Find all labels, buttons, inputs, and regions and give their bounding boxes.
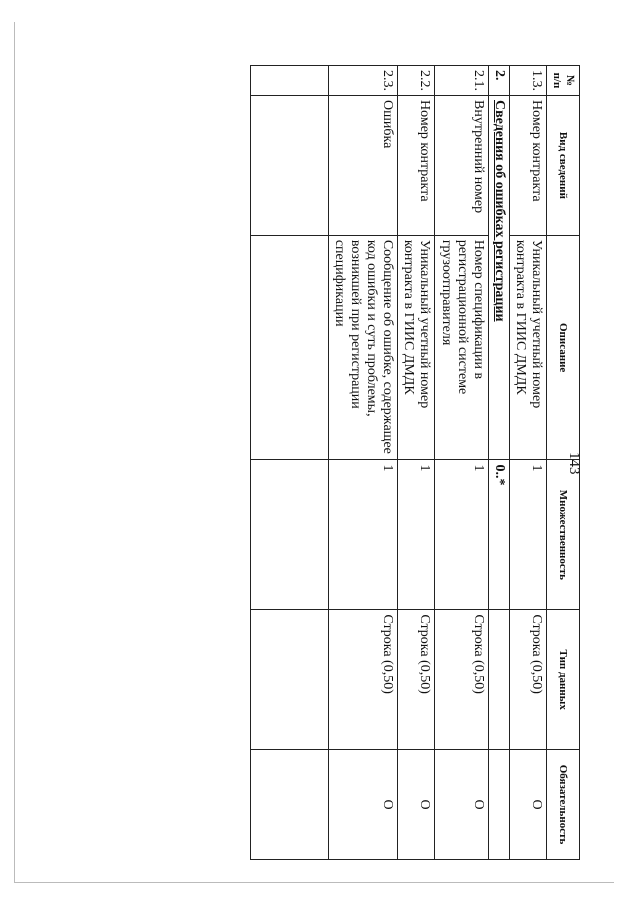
data-table — [250, 65, 580, 860]
cell-req — [250, 750, 328, 860]
cell-desc: Номер спецификации в регистрационной системе грузоотправителя — [435, 235, 488, 460]
cell-type — [488, 610, 509, 750]
cell-num: 2.3. — [328, 66, 397, 96]
header-type: Тип данных — [547, 610, 580, 750]
header-desc: Описание — [547, 235, 580, 460]
cell-num: 1.3. — [509, 66, 546, 96]
cell-desc: Сообщение об ошибке, содержащее код ошибки и суть проблемы, возникшей при регистрации спецификации — [328, 235, 397, 460]
page-number: 143 — [566, 452, 582, 475]
table-row — [509, 66, 546, 860]
cell-req: О — [509, 750, 546, 860]
cell-desc — [250, 235, 328, 460]
cell-kind: Ошибка — [328, 96, 397, 236]
header-req: Обязательность — [547, 750, 580, 860]
cell-kind — [250, 96, 328, 236]
header-mult: Множественность — [547, 460, 580, 610]
table-section-row — [488, 66, 509, 860]
cell-desc: Уникальный учетный номер контракта в ГИИС ДМДК — [398, 235, 435, 460]
cell-req: О — [398, 750, 435, 860]
rotated-table — [325, 65, 580, 860]
cell-num: 2. — [488, 66, 509, 96]
table-header-row — [547, 66, 580, 860]
table-row — [398, 66, 435, 860]
section-title-text: Сведения об ошибках регистрации — [491, 100, 507, 322]
cell-type — [250, 610, 328, 750]
cell-kind: Номер контракта — [398, 96, 435, 236]
table-row — [435, 66, 488, 860]
cell-req: О — [435, 750, 488, 860]
cell-mult — [250, 460, 328, 610]
cell-type: Строка (0,50) — [398, 610, 435, 750]
header-kind: Вид сведений — [547, 96, 580, 236]
cell-kind: Внутренний номер — [435, 96, 488, 236]
cell-mult: 1 — [435, 460, 488, 610]
cell-mult: 0..* — [488, 460, 509, 610]
cell-kind: Номер контракта — [509, 96, 546, 236]
cell-num: 2.2. — [398, 66, 435, 96]
cell-req: О — [328, 750, 397, 860]
cell-mult: 1 — [398, 460, 435, 610]
cell-type: Строка (0,50) — [435, 610, 488, 750]
cell-num: 2.1. — [435, 66, 488, 96]
cell-desc: Уникальный учетный номер контракта в ГИИС ДМДК — [509, 235, 546, 460]
cell-type: Строка (0,50) — [328, 610, 397, 750]
cell-section-title — [488, 96, 509, 460]
table-row — [328, 66, 397, 860]
header-num: № п/п — [547, 66, 580, 96]
cell-type: Строка (0,50) — [509, 610, 546, 750]
table-row-empty — [250, 66, 328, 860]
cell-num — [250, 66, 328, 96]
cell-req — [488, 750, 509, 860]
cell-mult: 1 — [328, 460, 397, 610]
cell-mult: 1 — [509, 460, 546, 610]
